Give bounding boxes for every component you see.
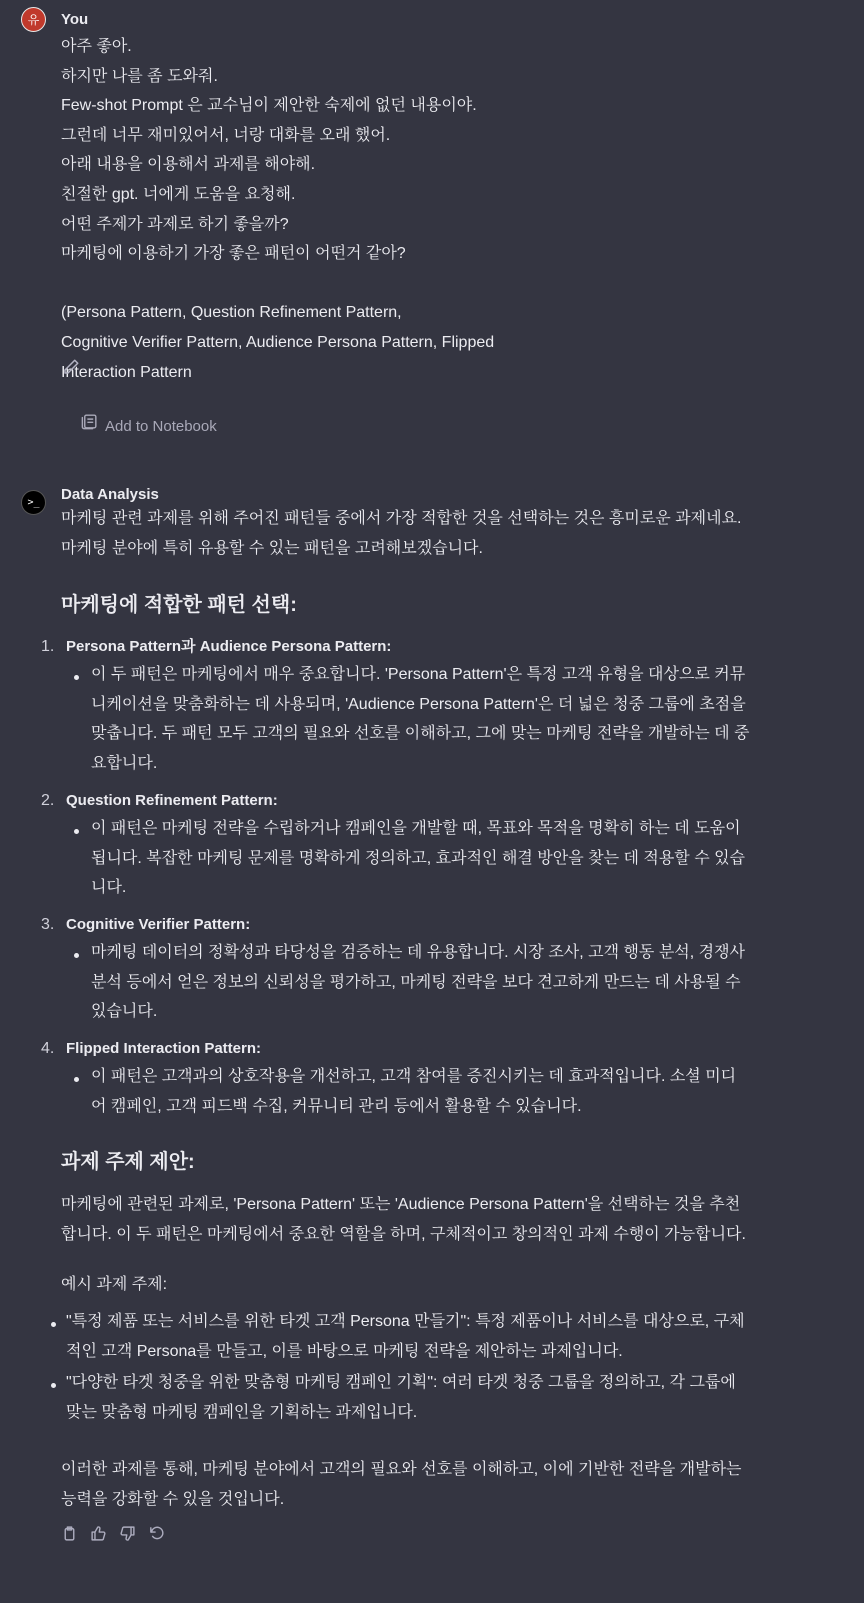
intro-line: 마케팅 관련 과제를 위해 주어진 패턴들 중에서 가장 적합한 것을 선택하는 것은 흥미로운 과제네요. <box>61 510 742 527</box>
assistant-intro <box>61 504 841 563</box>
closing-line: 이러한 과제를 통해, 마케팅 분야에서 고객의 필요와 선호를 이해하고, 이에 기반한 전략을 개발하는 <box>61 1461 742 1478</box>
user-avatar: 유 <box>21 7 46 32</box>
data-analysis-avatar: >_ <box>21 490 46 515</box>
regenerate-icon[interactable] <box>148 1523 165 1540</box>
assistant-author-name: Data Analysis <box>61 486 159 503</box>
add-to-notebook-button[interactable] <box>80 412 217 442</box>
user-line: 아래 내용을 이용해서 과제를 해야해. <box>61 156 316 174</box>
list-number: 3. <box>41 916 55 933</box>
list-item-body <box>91 814 831 903</box>
suggestion-paragraph <box>61 1190 841 1249</box>
closing-line: 능력을 강화할 수 있을 것입니다. <box>61 1490 285 1508</box>
list-item-body <box>91 938 831 1027</box>
body-line: 이 패턴은 고객과의 상호작용을 개선하고, 고객 참여를 증진시키는 데 효과적입니다. 소셜 미디 <box>91 1068 737 1085</box>
user-line: 그런데 너무 재미있어서, 너랑 대화를 오래 했어. <box>61 126 391 144</box>
body-line: 이 패턴은 마케팅 전략을 수립하거나 캠페인을 개발할 때, 목표와 목적을 명확히 하는 데 도움이 <box>91 820 741 837</box>
list-item-title: Question Refinement Pattern: <box>66 792 278 809</box>
user-line: Few-shot Prompt 은 교수님이 제안한 숙제에 없던 내용이야. <box>61 97 477 115</box>
pencil-icon[interactable] <box>62 357 80 375</box>
user-message-text <box>61 32 841 387</box>
user-line: 친절한 gpt. 너에게 도움을 요청해. <box>61 185 296 203</box>
bullet <box>51 1322 56 1327</box>
thumbs-up-icon[interactable] <box>90 1523 107 1540</box>
bullet <box>51 1383 56 1388</box>
list-number: 1. <box>41 638 55 655</box>
list-item-title: Flipped Interaction Pattern: <box>66 1040 262 1057</box>
example-line: 맞는 맞춤형 마케팅 캠페인을 기획하는 과제입니다. <box>66 1403 418 1421</box>
bullet <box>74 829 79 834</box>
example-line: 적인 고객 Persona를 만들고, 이를 바탕으로 마케팅 전략을 제안하는 과제입니다. <box>66 1342 623 1360</box>
user-line: (Persona Pattern, Question Refinement Pattern, <box>61 304 402 322</box>
user-line: 어떤 주제가 과제로 하기 좋을까? <box>61 215 289 233</box>
examples-label: 예시 과제 주제: <box>61 1276 168 1293</box>
body-line: 있습니다. <box>91 1003 158 1021</box>
body-line: 됩니다. 복잡한 마케팅 문제를 명확하게 정의하고, 효과적인 해결 방안을 찾는 데 적용할 수 있습 <box>91 849 746 867</box>
list-item-title: Cognitive Verifier Pattern: <box>66 916 251 933</box>
body-line: 니다. <box>91 879 127 897</box>
bullet <box>74 675 79 680</box>
example-item <box>66 1307 836 1366</box>
list-number: 4. <box>41 1040 55 1057</box>
example-line: "다양한 타겟 청중을 위한 맞춤형 마케팅 캠페인 기획": 여러 타겟 청중 그룹을 정의하고, 각 그룹에 <box>66 1374 736 1391</box>
example-line: "특정 제품 또는 서비스를 위한 타겟 고객 Persona 만들기": 특정 제품이나 서비스를 대상으로, 구체 <box>66 1313 745 1330</box>
user-line: 아주 좋아. <box>61 38 132 55</box>
heading-topic-suggestion: 과제 주제 제안: <box>61 1151 195 1173</box>
notebook-icon <box>80 412 99 442</box>
thumbs-down-icon[interactable] <box>119 1523 136 1540</box>
user-line: 마케팅에 이용하기 가장 좋은 패턴이 어떤거 같아? <box>61 245 406 263</box>
intro-line: 마케팅 분야에 특히 유용할 수 있는 패턴을 고려해보겠습니다. <box>61 539 483 557</box>
body-line: 마케팅 데이터의 정확성과 타당성을 검증하는 데 유용합니다. 시장 조사, 고객 행동 분석, 경쟁사 <box>91 944 746 961</box>
bullet <box>74 953 79 958</box>
closing-paragraph <box>61 1455 841 1514</box>
user-line: Interaction Pattern <box>61 363 192 381</box>
suggestion-line: 합니다. 이 두 패턴은 마케팅에서 중요한 역할을 하며, 구체적이고 창의적인 과제 수행이 가능합니다. <box>61 1225 746 1243</box>
message-actions <box>61 1523 165 1540</box>
suggestion-line: 마케팅에 관련된 과제로, 'Persona Pattern' 또는 'Audience Persona Pattern'을 선택하는 것을 추천 <box>61 1196 741 1213</box>
copy-icon[interactable] <box>61 1523 78 1540</box>
list-item-body <box>91 660 831 778</box>
bullet <box>74 1077 79 1082</box>
body-line: 어 캠페인, 고객 피드백 수집, 커뮤니티 관리 등에서 활용할 수 있습니다. <box>91 1097 582 1115</box>
list-number: 2. <box>41 792 55 809</box>
body-line: 요합니다. <box>91 754 158 772</box>
example-item <box>66 1368 836 1427</box>
list-item-title: Persona Pattern과 Audience Persona Pattern: <box>66 638 392 655</box>
body-line: 이 두 패턴은 마케팅에서 매우 중요합니다. 'Persona Pattern'은 특정 고객 유형을 대상으로 커뮤 <box>91 666 746 683</box>
user-line: 하지만 나를 좀 도와줘. <box>61 67 218 85</box>
heading-pattern-selection: 마케팅에 적합한 패턴 선택: <box>61 594 297 616</box>
body-line: 맞춥니다. 두 패턴 모두 고객의 필요와 선호를 이해하고, 그에 맞는 마케팅 전략을 개발하는 데 중 <box>91 725 750 743</box>
add-to-notebook-label: Add to Notebook <box>105 418 217 435</box>
body-line: 분석 등에서 얻은 정보의 신뢰성을 평가하고, 마케팅 전략을 보다 견고하게 만드는 데 사용될 수 <box>91 973 741 991</box>
user-author-name: You <box>61 11 89 28</box>
user-line: Cognitive Verifier Pattern, Audience Persona Pattern, Flipped <box>61 333 495 351</box>
list-item-body <box>91 1062 831 1121</box>
body-line: 니케이션을 맞춤화하는 데 사용되며, 'Audience Persona Pattern'은 더 넓은 청중 그룹에 초점을 <box>91 695 746 713</box>
